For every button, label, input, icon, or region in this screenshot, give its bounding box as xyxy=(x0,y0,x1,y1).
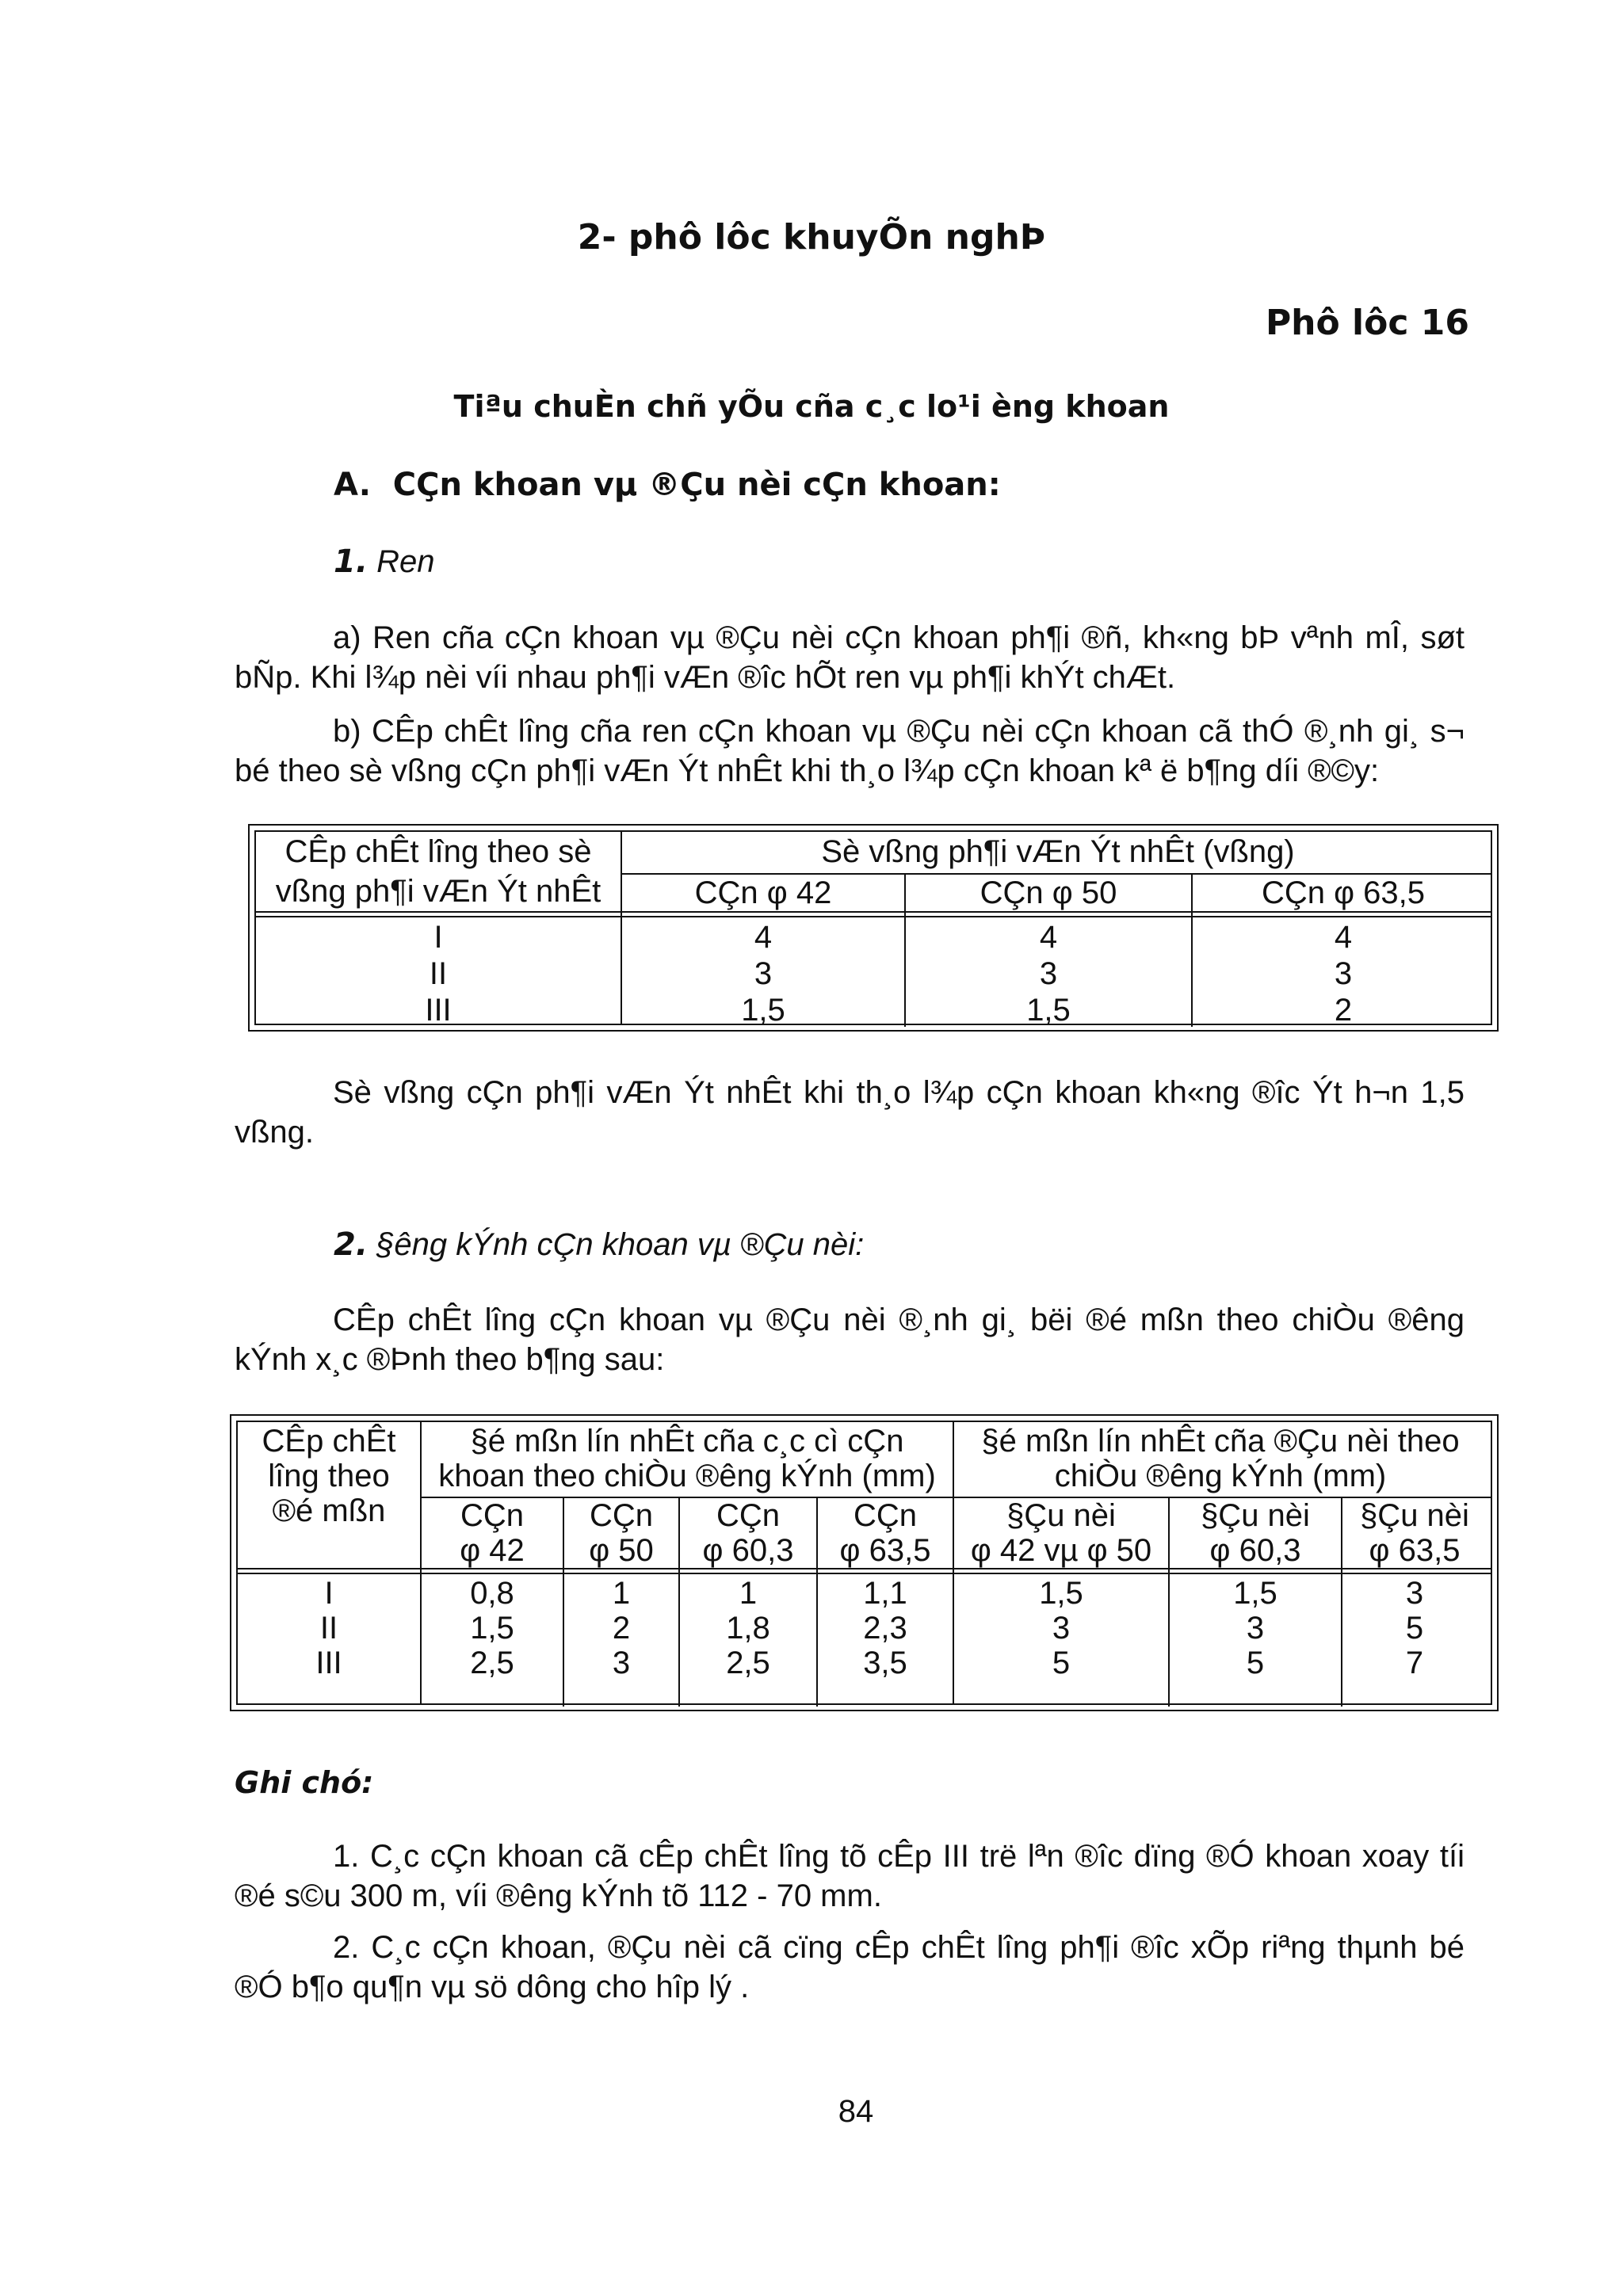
section2-paragraph xyxy=(235,1300,1465,1379)
wear-table xyxy=(230,1414,1499,1711)
table2-col-header-line: φ 50 xyxy=(589,1533,654,1568)
table2-header-left-line: CÊp chÊt xyxy=(262,1424,396,1459)
table1-header-span: Sè vßng ph¶i vÆn Ýt nhÊt (vßng) xyxy=(821,834,1295,869)
document-title: Tiªu chuÈn chñ yÕu cña c¸c lo¹i èng khoan xyxy=(453,389,1170,424)
part-a-title: CÇn khoan vµ ®Çu nèi cÇn khoan: xyxy=(392,467,1001,503)
table2-column xyxy=(1170,1576,1341,1680)
paragraph-b xyxy=(235,711,1465,791)
table1-header-left-2: vßng ph¶i vÆn Ýt nhÊt xyxy=(275,874,601,909)
paragraph-a xyxy=(235,618,1465,697)
table-cell: 5 xyxy=(1405,1611,1424,1646)
table2-header-left xyxy=(238,1424,420,1528)
table-cell: 1,1 xyxy=(863,1576,907,1611)
table-cell: 1,5 xyxy=(1039,1576,1083,1611)
table2-column xyxy=(818,1576,953,1680)
table2-column xyxy=(238,1576,420,1680)
appendix-label: Phô lôc 16 xyxy=(1265,303,1469,343)
page-number: 84 xyxy=(838,2094,874,2129)
table-cell: 3 xyxy=(612,1646,631,1680)
table2-header-left-line: lîng theo xyxy=(268,1459,390,1493)
section1-title: Ren xyxy=(376,544,435,579)
table2-group-header-line: khoan theo chiÒu ®êng kÝnh (mm) xyxy=(438,1459,936,1493)
section1-number: 1. xyxy=(334,543,369,580)
table2-col-header xyxy=(818,1498,953,1568)
table2-col-header xyxy=(422,1498,563,1568)
table-cell: II xyxy=(429,956,448,991)
table-inner-border xyxy=(236,1421,1492,1705)
table2-col-header-line: §Çu nèi xyxy=(1201,1498,1310,1533)
table-cell: 3 xyxy=(1405,1576,1424,1611)
table-cell: 2 xyxy=(612,1611,631,1646)
table-cell: I xyxy=(324,1576,334,1611)
section2-heading xyxy=(334,1225,864,1264)
table2-col-header-line: CÇn xyxy=(589,1498,654,1533)
table2-col-header-line: §Çu nèi xyxy=(1360,1498,1469,1533)
table-cell: 3 xyxy=(1039,956,1058,991)
table-cell: 1,5 xyxy=(741,993,785,1028)
table2-group-header-line: §é mßn lín nhÊt cña c¸c cì cÇn xyxy=(470,1424,904,1459)
table2-header-left-line: ®é mßn xyxy=(272,1493,386,1528)
table-cell: 1 xyxy=(612,1576,631,1611)
table-cell: 4 xyxy=(1039,920,1058,955)
table-cell: 1,5 xyxy=(1233,1576,1277,1611)
notes-title: Ghi chó: xyxy=(235,1765,374,1800)
table2-col-header-line: φ 60,3 xyxy=(1209,1533,1301,1568)
table-cell: 1,5 xyxy=(1026,993,1071,1028)
table2-col-header-line: φ 60,3 xyxy=(702,1533,794,1568)
table2-group2-header xyxy=(954,1424,1487,1493)
section2-paragraph-text: CÊp chÊt lîng cÇn khoan vµ ®Çu nèi ®¸nh gi¸ bëi ®é mßn theo chiÒu ®êng kÝnh x¸c ®Þnh theo b¶ng sau: xyxy=(235,1302,1465,1377)
table-cell: 1 xyxy=(739,1576,758,1611)
note-item-1 xyxy=(235,1836,1465,1916)
table2-col-header-line: φ 42 xyxy=(460,1533,525,1568)
table-cell: 1,5 xyxy=(470,1611,514,1646)
table-cell: 2,5 xyxy=(726,1646,770,1680)
table2-column xyxy=(1342,1576,1487,1680)
table-cell: II xyxy=(319,1611,338,1646)
table2-col-header-line: φ 63,5 xyxy=(839,1533,931,1568)
section-heading: 2- phô lôc khuyÕn nghÞ xyxy=(577,217,1046,257)
table2-col-header xyxy=(1170,1498,1341,1568)
table1-col-header: CÇn φ 50 xyxy=(980,875,1117,910)
table2-col-header-line: φ 42 vµ φ 50 xyxy=(970,1533,1152,1568)
part-a-label: A. xyxy=(334,467,371,503)
paragraph-b-text: b) CÊp chÊt lîng cña ren cÇn khoan vµ ®Çu nèi cÇn khoan cã thÓ ®¸nh gi¸ s¬ bé theo sè vßng cÇn ph¶i vÆn Ýt nhÊt khi th¸o l¾p cÇn khoan kª ë b¶ng díi ®©y: xyxy=(235,714,1465,788)
section1-heading xyxy=(334,542,435,582)
table2-col-header-line: CÇn xyxy=(853,1498,918,1533)
table-cell: 4 xyxy=(754,920,773,955)
table-cell: 4 xyxy=(1334,920,1353,955)
table2-column xyxy=(422,1576,563,1680)
table-cell: 3,5 xyxy=(863,1646,907,1680)
part-a-heading xyxy=(334,464,1001,505)
table-cell: 3 xyxy=(1246,1611,1265,1646)
table1-col-header: CÇn φ 63,5 xyxy=(1261,875,1426,910)
table2-col-header xyxy=(954,1498,1168,1568)
table2-col-header-line: φ 63,5 xyxy=(1369,1533,1461,1568)
table2-group-header-line: chiÒu ®êng kÝnh (mm) xyxy=(1054,1459,1387,1493)
table2-col-header xyxy=(1342,1498,1487,1568)
table-cell: 3 xyxy=(754,956,773,991)
note-item-text: 2. C¸c cÇn khoan, ®Çu nèi cã cïng cÊp chÊt lîng ph¶i ®îc xÕp riªng thµnh bé ®Ó b¶o qu¶n vµ sö dông cho hîp lý . xyxy=(235,1930,1465,2004)
table-cell: 7 xyxy=(1405,1646,1424,1680)
table-cell: 3 xyxy=(1052,1611,1071,1646)
table-cell: 2 xyxy=(1334,993,1353,1028)
table2-column xyxy=(680,1576,816,1680)
table-cell: 0,8 xyxy=(470,1576,514,1611)
table-cell: III xyxy=(315,1646,342,1680)
table1-column xyxy=(622,919,904,1028)
table2-group-header-line: §é mßn lín nhÊt cña ®Çu nèi theo xyxy=(981,1424,1460,1459)
table2-col-header xyxy=(680,1498,816,1568)
table2-column xyxy=(564,1576,678,1680)
table2-col-header-line: §Çu nèi xyxy=(1006,1498,1116,1533)
section2-title: §êng kÝnh cÇn khoan vµ ®Çu nèi: xyxy=(376,1227,865,1262)
table1-column xyxy=(256,919,621,1028)
table-cell: 5 xyxy=(1246,1646,1265,1680)
table-cell: 2,3 xyxy=(863,1611,907,1646)
table2-group1-header xyxy=(422,1424,953,1493)
table2-column xyxy=(954,1576,1168,1680)
table1-column xyxy=(906,919,1191,1028)
table-cell: 3 xyxy=(1334,956,1353,991)
table-cell: 5 xyxy=(1052,1646,1071,1680)
table2-col-header-line: CÇn xyxy=(460,1498,525,1533)
table1-header-left-1: CÊp chÊt lîng theo sè xyxy=(285,834,592,869)
thread-quality-table xyxy=(248,824,1499,1032)
table2-col-header xyxy=(564,1498,678,1568)
table1-column xyxy=(1193,919,1494,1028)
table-cell: 1,8 xyxy=(726,1611,770,1646)
paragraph-after-table1 xyxy=(235,1073,1465,1152)
table1-col-header: CÇn φ 42 xyxy=(694,875,832,910)
table2-col-header-line: CÇn xyxy=(716,1498,781,1533)
table-cell: I xyxy=(433,920,443,955)
paragraph-after-table1-text: Sè vßng cÇn ph¶i vÆn Ýt nhÊt khi th¸o l¾p cÇn khoan kh«ng ®îc Ýt h¬n 1,5 vßng. xyxy=(235,1075,1465,1150)
section2-number: 2. xyxy=(334,1226,369,1263)
table-cell: III xyxy=(425,993,452,1028)
paragraph-a-text: a) Ren cña cÇn khoan vµ ®Çu nèi cÇn khoan ph¶i ®ñ, kh«ng bÞ vªnh mÎ, søt bÑp. Khi l¾p nèi víi nhau ph¶i vÆn ®îc hÕt ren vµ ph¶i khÝt chÆt. xyxy=(235,620,1465,695)
note-item-2 xyxy=(235,1928,1465,2007)
table-cell: 2,5 xyxy=(470,1646,514,1680)
note-item-text: 1. C¸c cÇn khoan cã cÊp chÊt lîng tõ cÊp III trë lªn ®îc dïng ®Ó khoan xoay tíi ®é s©u 300 m, víi ®êng kÝnh tõ 112 - 70 mm. xyxy=(235,1839,1465,1913)
table-inner-border xyxy=(254,830,1492,1028)
